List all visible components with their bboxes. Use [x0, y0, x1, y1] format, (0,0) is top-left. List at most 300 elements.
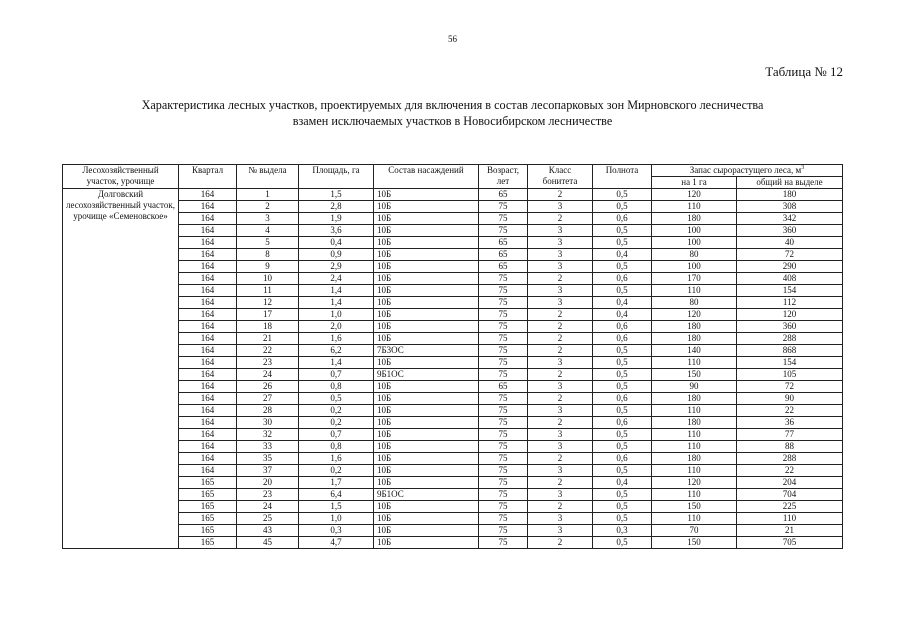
table-row — [63, 429, 843, 441]
cell-quarter: 164 — [179, 417, 237, 429]
cell-density: 0,5 — [593, 189, 652, 201]
cell-age: 75 — [479, 405, 528, 417]
cell-area: 0,9 — [299, 249, 374, 261]
cell-plot: 35 — [237, 453, 299, 465]
cell-quarter: 165 — [179, 513, 237, 525]
cell-density: 0,5 — [593, 381, 652, 393]
cell-quarter: 164 — [179, 309, 237, 321]
cell-quarter: 164 — [179, 249, 237, 261]
cell-quarter: 165 — [179, 477, 237, 489]
cell-plot: 1 — [237, 189, 299, 201]
cell-quarter: 164 — [179, 453, 237, 465]
cell-composition: 10Б — [374, 249, 479, 261]
cell-stock-per-ha: 150 — [652, 537, 737, 549]
cell-age: 75 — [479, 369, 528, 381]
table-row — [63, 321, 843, 333]
cell-density: 0,5 — [593, 441, 652, 453]
cell-plot: 5 — [237, 237, 299, 249]
cell-stock-total: 360 — [737, 321, 843, 333]
cell-stock-per-ha: 120 — [652, 189, 737, 201]
cell-density: 0,5 — [593, 285, 652, 297]
table-row — [63, 261, 843, 273]
cell-composition: 10Б — [374, 357, 479, 369]
cell-stock-total: 22 — [737, 405, 843, 417]
cell-area: 0,8 — [299, 381, 374, 393]
cell-stock-total: 288 — [737, 333, 843, 345]
cell-composition: 10Б — [374, 213, 479, 225]
cell-class: 3 — [528, 489, 593, 501]
cell-composition: 10Б — [374, 513, 479, 525]
cell-age: 75 — [479, 525, 528, 537]
cell-age: 75 — [479, 501, 528, 513]
cell-stock-total: 288 — [737, 453, 843, 465]
cell-age: 65 — [479, 189, 528, 201]
cell-quarter: 164 — [179, 429, 237, 441]
cell-stock-per-ha: 170 — [652, 273, 737, 285]
cell-composition: 10Б — [374, 297, 479, 309]
cell-area: 6,4 — [299, 489, 374, 501]
cell-class: 2 — [528, 537, 593, 549]
cell-area: 0,2 — [299, 465, 374, 477]
cell-quarter: 164 — [179, 441, 237, 453]
cell-stock-per-ha: 120 — [652, 477, 737, 489]
cell-area: 1,6 — [299, 333, 374, 345]
cell-density: 0,6 — [593, 453, 652, 465]
cell-area: 0,4 — [299, 237, 374, 249]
cell-class: 3 — [528, 237, 593, 249]
cell-density: 0,6 — [593, 333, 652, 345]
cell-composition: 10Б — [374, 381, 479, 393]
cell-composition: 10Б — [374, 393, 479, 405]
cell-stock-total: 290 — [737, 261, 843, 273]
cell-quarter: 165 — [179, 489, 237, 501]
cell-stock-total: 360 — [737, 225, 843, 237]
cell-plot: 30 — [237, 417, 299, 429]
cell-quarter: 165 — [179, 537, 237, 549]
cell-density: 0,5 — [593, 237, 652, 249]
cell-class: 2 — [528, 393, 593, 405]
cell-quarter: 164 — [179, 225, 237, 237]
cell-quarter: 164 — [179, 465, 237, 477]
table-row — [63, 189, 843, 201]
cell-composition: 10Б — [374, 441, 479, 453]
cell-stock-per-ha: 110 — [652, 405, 737, 417]
cell-composition: 10Б — [374, 273, 479, 285]
cell-plot: 2 — [237, 201, 299, 213]
cell-composition: 10Б — [374, 429, 479, 441]
cell-composition: 10Б — [374, 261, 479, 273]
cell-quarter: 164 — [179, 201, 237, 213]
cell-quarter: 164 — [179, 357, 237, 369]
cell-quarter: 165 — [179, 501, 237, 513]
table-row — [63, 357, 843, 369]
cell-class: 2 — [528, 501, 593, 513]
header-stock-total: общий на выделе — [737, 177, 843, 189]
cell-class: 3 — [528, 249, 593, 261]
header-class: Класс бонитета — [528, 165, 593, 189]
cell-stock-per-ha: 180 — [652, 333, 737, 345]
table-row — [63, 213, 843, 225]
cell-composition: 10Б — [374, 453, 479, 465]
cell-age: 75 — [479, 393, 528, 405]
title-line-1: Характеристика лесных участков, проектируемых для включения в состав лесопарковых зон Мирновского лесничества — [141, 98, 764, 112]
cell-area: 1,5 — [299, 189, 374, 201]
cell-age: 75 — [479, 309, 528, 321]
cell-stock-total: 308 — [737, 201, 843, 213]
cell-plot: 12 — [237, 297, 299, 309]
cell-age: 75 — [479, 489, 528, 501]
table-row — [63, 201, 843, 213]
cell-area: 1,0 — [299, 309, 374, 321]
table-row — [63, 525, 843, 537]
cell-stock-total: 90 — [737, 393, 843, 405]
cell-density: 0,5 — [593, 501, 652, 513]
cell-plot: 18 — [237, 321, 299, 333]
cell-quarter: 164 — [179, 261, 237, 273]
table-row — [63, 417, 843, 429]
table-row — [63, 465, 843, 477]
cell-area: 4,7 — [299, 537, 374, 549]
cell-stock-per-ha: 80 — [652, 297, 737, 309]
cell-stock-per-ha: 180 — [652, 393, 737, 405]
cell-plot: 9 — [237, 261, 299, 273]
cell-area: 0,7 — [299, 369, 374, 381]
cell-stock-per-ha: 120 — [652, 309, 737, 321]
header-stock-per-ha: на 1 га — [652, 177, 737, 189]
cell-age: 75 — [479, 213, 528, 225]
cell-class: 2 — [528, 213, 593, 225]
cell-class: 2 — [528, 453, 593, 465]
cell-age: 75 — [479, 225, 528, 237]
table-row — [63, 501, 843, 513]
table-row — [63, 393, 843, 405]
cell-stock-per-ha: 110 — [652, 513, 737, 525]
cell-stock-total: 112 — [737, 297, 843, 309]
cell-age: 65 — [479, 381, 528, 393]
cell-density: 0,6 — [593, 213, 652, 225]
cell-area: 0,2 — [299, 405, 374, 417]
cell-composition: 10Б — [374, 189, 479, 201]
header-row-1 — [63, 165, 843, 177]
table-row — [63, 453, 843, 465]
cell-stock-per-ha: 180 — [652, 213, 737, 225]
cell-density: 0,5 — [593, 369, 652, 381]
cell-class: 2 — [528, 477, 593, 489]
cell-density: 0,4 — [593, 297, 652, 309]
header-plot: № выдела — [237, 165, 299, 189]
cell-plot: 10 — [237, 273, 299, 285]
cell-class: 2 — [528, 333, 593, 345]
cell-area: 0,8 — [299, 441, 374, 453]
cell-stock-total: 342 — [737, 213, 843, 225]
table-row — [63, 441, 843, 453]
cell-composition: 10Б — [374, 285, 479, 297]
cell-plot: 37 — [237, 465, 299, 477]
cell-stock-total: 120 — [737, 309, 843, 321]
cell-composition: 10Б — [374, 477, 479, 489]
cell-area: 1,5 — [299, 501, 374, 513]
table-label: Таблица № 12 — [765, 64, 843, 79]
cell-plot: 25 — [237, 513, 299, 525]
cell-stock-per-ha: 180 — [652, 453, 737, 465]
header-density: Полнота — [593, 165, 652, 189]
cell-plot: 22 — [237, 345, 299, 357]
cell-stock-per-ha: 140 — [652, 345, 737, 357]
cell-stock-total: 21 — [737, 525, 843, 537]
cell-age: 75 — [479, 441, 528, 453]
table-body — [63, 189, 843, 549]
cell-composition: 10Б — [374, 201, 479, 213]
cell-age: 75 — [479, 429, 528, 441]
cell-density: 0,3 — [593, 525, 652, 537]
cell-stock-per-ha: 70 — [652, 525, 737, 537]
cell-area: 0,3 — [299, 525, 374, 537]
cell-composition: 10Б — [374, 321, 479, 333]
cell-plot: 27 — [237, 393, 299, 405]
cell-age: 75 — [479, 333, 528, 345]
cell-density: 0,5 — [593, 357, 652, 369]
table-row — [63, 273, 843, 285]
cell-class: 2 — [528, 189, 593, 201]
cell-class: 3 — [528, 201, 593, 213]
cell-density: 0,4 — [593, 477, 652, 489]
cell-area: 0,5 — [299, 393, 374, 405]
cell-density: 0,5 — [593, 405, 652, 417]
cell-stock-total: 180 — [737, 189, 843, 201]
header-age: Возраст, лет — [479, 165, 528, 189]
cell-quarter: 164 — [179, 405, 237, 417]
cell-density: 0,4 — [593, 309, 652, 321]
cell-area: 1,6 — [299, 453, 374, 465]
cell-plot: 33 — [237, 441, 299, 453]
cell-composition: 10Б — [374, 237, 479, 249]
cell-class: 3 — [528, 525, 593, 537]
header-area: Площадь, га — [299, 165, 374, 189]
table-row — [63, 345, 843, 357]
cell-density: 0,4 — [593, 249, 652, 261]
cell-composition: 10Б — [374, 333, 479, 345]
cell-class: 2 — [528, 273, 593, 285]
cell-class: 3 — [528, 441, 593, 453]
cell-plot: 3 — [237, 213, 299, 225]
cell-composition: 10Б — [374, 225, 479, 237]
cell-stock-total: 36 — [737, 417, 843, 429]
header-composition: Состав насаждений — [374, 165, 479, 189]
table-row — [63, 285, 843, 297]
cell-density: 0,5 — [593, 489, 652, 501]
cell-stock-total: 110 — [737, 513, 843, 525]
cell-age: 75 — [479, 345, 528, 357]
cell-class: 3 — [528, 285, 593, 297]
cell-class: 2 — [528, 309, 593, 321]
cell-stock-per-ha: 180 — [652, 417, 737, 429]
cell-density: 0,5 — [593, 537, 652, 549]
cell-composition: 10Б — [374, 537, 479, 549]
table-row — [63, 309, 843, 321]
cell-stock-total: 408 — [737, 273, 843, 285]
cell-class: 3 — [528, 405, 593, 417]
table-row — [63, 381, 843, 393]
table-row — [63, 513, 843, 525]
cell-stock-total: 105 — [737, 369, 843, 381]
cell-plot: 20 — [237, 477, 299, 489]
table-row — [63, 405, 843, 417]
cell-composition: 9Б1ОС — [374, 489, 479, 501]
cell-stock-per-ha: 80 — [652, 249, 737, 261]
cell-quarter: 164 — [179, 189, 237, 201]
cell-density: 0,6 — [593, 321, 652, 333]
cell-composition: 10Б — [374, 525, 479, 537]
cell-age: 75 — [479, 273, 528, 285]
cell-age: 75 — [479, 321, 528, 333]
cell-composition: 9Б1ОС — [374, 369, 479, 381]
cell-plot: 11 — [237, 285, 299, 297]
cell-density: 0,5 — [593, 261, 652, 273]
header-site: Лесохозяйственный участок, урочище — [63, 165, 179, 189]
cell-quarter: 164 — [179, 297, 237, 309]
cell-plot: 17 — [237, 309, 299, 321]
cell-density: 0,5 — [593, 465, 652, 477]
cell-quarter: 164 — [179, 381, 237, 393]
cell-density: 0,5 — [593, 201, 652, 213]
cell-stock-per-ha: 150 — [652, 501, 737, 513]
cell-quarter: 164 — [179, 393, 237, 405]
table-row — [63, 297, 843, 309]
cell-density: 0,6 — [593, 273, 652, 285]
cell-quarter: 164 — [179, 321, 237, 333]
cell-stock-per-ha: 100 — [652, 261, 737, 273]
title-line-2: взамен исключаемых участков в Новосибирском лесничестве — [292, 114, 613, 128]
cell-stock-total: 40 — [737, 237, 843, 249]
cell-quarter: 164 — [179, 237, 237, 249]
cell-area: 2,8 — [299, 201, 374, 213]
cell-stock-total: 72 — [737, 381, 843, 393]
cell-density: 0,5 — [593, 225, 652, 237]
cell-area: 0,7 — [299, 429, 374, 441]
cell-composition: 10Б — [374, 417, 479, 429]
cell-plot: 23 — [237, 489, 299, 501]
cell-density: 0,6 — [593, 417, 652, 429]
header-quarter: Квартал — [179, 165, 237, 189]
cell-plot: 43 — [237, 525, 299, 537]
cell-composition: 7Б3ОС — [374, 345, 479, 357]
cell-stock-total: 77 — [737, 429, 843, 441]
page-number: 56 — [448, 34, 457, 44]
cell-age: 75 — [479, 285, 528, 297]
cell-plot: 8 — [237, 249, 299, 261]
cell-stock-total: 204 — [737, 477, 843, 489]
cell-stock-total: 225 — [737, 501, 843, 513]
cell-composition: 10Б — [374, 309, 479, 321]
cell-class: 3 — [528, 513, 593, 525]
cell-stock-per-ha: 110 — [652, 201, 737, 213]
forest-plots-table — [62, 164, 843, 549]
cell-plot: 21 — [237, 333, 299, 345]
cell-stock-total: 22 — [737, 465, 843, 477]
cell-area: 1,7 — [299, 477, 374, 489]
cell-quarter: 164 — [179, 273, 237, 285]
cell-quarter: 164 — [179, 285, 237, 297]
cell-area: 3,6 — [299, 225, 374, 237]
cell-stock-total: 704 — [737, 489, 843, 501]
cell-area: 2,4 — [299, 273, 374, 285]
table-row — [63, 537, 843, 549]
cell-age: 75 — [479, 513, 528, 525]
cell-class: 3 — [528, 357, 593, 369]
cell-area: 1,4 — [299, 285, 374, 297]
cell-class: 2 — [528, 417, 593, 429]
cell-stock-total: 88 — [737, 441, 843, 453]
cell-composition: 10Б — [374, 501, 479, 513]
table-row — [63, 369, 843, 381]
cell-class: 3 — [528, 225, 593, 237]
cell-stock-per-ha: 100 — [652, 237, 737, 249]
cell-age: 75 — [479, 417, 528, 429]
cell-quarter: 164 — [179, 345, 237, 357]
cell-area: 1,0 — [299, 513, 374, 525]
cell-class: 3 — [528, 297, 593, 309]
cell-area: 2,9 — [299, 261, 374, 273]
cell-stock-per-ha: 90 — [652, 381, 737, 393]
cell-area: 6,2 — [299, 345, 374, 357]
cell-area: 1,9 — [299, 213, 374, 225]
cell-stock-per-ha: 110 — [652, 441, 737, 453]
cell-plot: 45 — [237, 537, 299, 549]
cell-stock-per-ha: 150 — [652, 369, 737, 381]
cell-plot: 26 — [237, 381, 299, 393]
cell-age: 75 — [479, 357, 528, 369]
cell-age: 75 — [479, 477, 528, 489]
cell-stock-total: 154 — [737, 357, 843, 369]
cell-density: 0,5 — [593, 429, 652, 441]
cell-class: 2 — [528, 369, 593, 381]
cell-stock-total: 154 — [737, 285, 843, 297]
document-title — [40, 97, 865, 129]
table-row — [63, 477, 843, 489]
cell-age: 75 — [479, 453, 528, 465]
cell-density: 0,5 — [593, 513, 652, 525]
cell-stock-per-ha: 180 — [652, 321, 737, 333]
cell-stock-per-ha: 100 — [652, 225, 737, 237]
cell-area: 2,0 — [299, 321, 374, 333]
cell-plot: 24 — [237, 501, 299, 513]
cell-plot: 23 — [237, 357, 299, 369]
cell-stock-total: 705 — [737, 537, 843, 549]
cell-stock-per-ha: 110 — [652, 429, 737, 441]
table-row — [63, 333, 843, 345]
cell-quarter: 164 — [179, 213, 237, 225]
cell-age: 65 — [479, 261, 528, 273]
cell-plot: 32 — [237, 429, 299, 441]
cell-class: 3 — [528, 381, 593, 393]
cell-age: 75 — [479, 201, 528, 213]
cell-area: 1,4 — [299, 297, 374, 309]
cell-plot: 4 — [237, 225, 299, 237]
table-row — [63, 249, 843, 261]
cell-age: 65 — [479, 237, 528, 249]
cell-stock-per-ha: 110 — [652, 357, 737, 369]
cell-stock-total: 868 — [737, 345, 843, 357]
cell-site: Долговский лесохозяйственный участок, урочище «Семеновское» — [63, 189, 179, 549]
cell-age: 75 — [479, 537, 528, 549]
cell-class: 3 — [528, 429, 593, 441]
table-row — [63, 489, 843, 501]
cell-quarter: 164 — [179, 369, 237, 381]
cell-class: 3 — [528, 465, 593, 477]
cell-area: 1,4 — [299, 357, 374, 369]
cell-quarter: 165 — [179, 525, 237, 537]
table-row — [63, 225, 843, 237]
